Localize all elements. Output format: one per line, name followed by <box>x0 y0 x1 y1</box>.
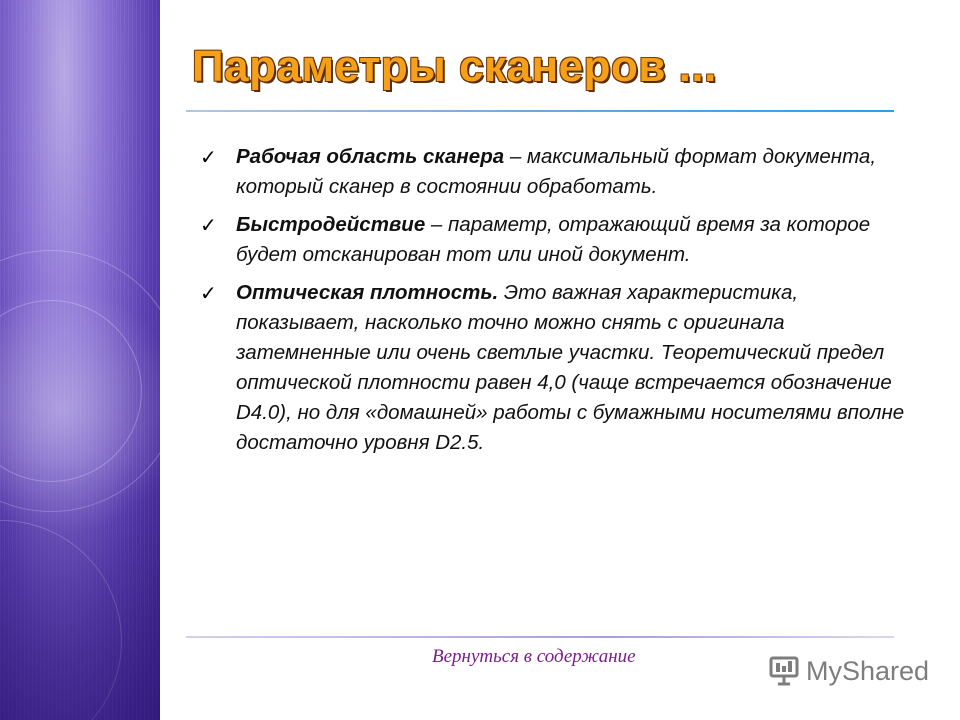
checkmark-icon: ✓ <box>200 145 217 169</box>
bullet-term: Оптическая плотность. <box>236 281 499 304</box>
title-divider <box>186 110 894 112</box>
list-item <box>200 278 912 458</box>
list-item <box>200 210 912 270</box>
slide-title: Параметры сканеров ... <box>192 42 717 91</box>
bullet-text: – максимальный формат документа, который сканер в состоянии обработать. <box>236 145 877 198</box>
back-to-contents-link[interactable]: Вернуться в содержание <box>432 646 636 667</box>
bullet-term: Рабочая область сканера <box>236 145 505 168</box>
band-fade <box>0 460 160 720</box>
decorative-side-band <box>0 0 160 720</box>
bullet-term: Быстродействие <box>236 213 426 236</box>
checkmark-icon: ✓ <box>200 281 217 305</box>
bullet-text: Это важная характеристика, показывает, насколько точно можно снять с оригинала затемненные или очень светлые участки. Теоретический предел оптической плотности равен 4,0 (чаще встречается обозначение D4.0), но для «домашней» работы с бумажными носителями вполне достаточно уровня D2.5. <box>236 281 905 454</box>
bullet-list <box>200 142 912 466</box>
brand-logo[interactable] <box>768 655 929 687</box>
list-item <box>200 142 912 202</box>
brand-name: MyShared <box>806 655 930 686</box>
bullet-text: – параметр, отражающий время за которое будет отсканирован тот или иной документ. <box>236 213 871 266</box>
checkmark-icon: ✓ <box>200 213 217 237</box>
presentation-board-icon <box>768 655 800 687</box>
footer-divider <box>186 636 894 638</box>
